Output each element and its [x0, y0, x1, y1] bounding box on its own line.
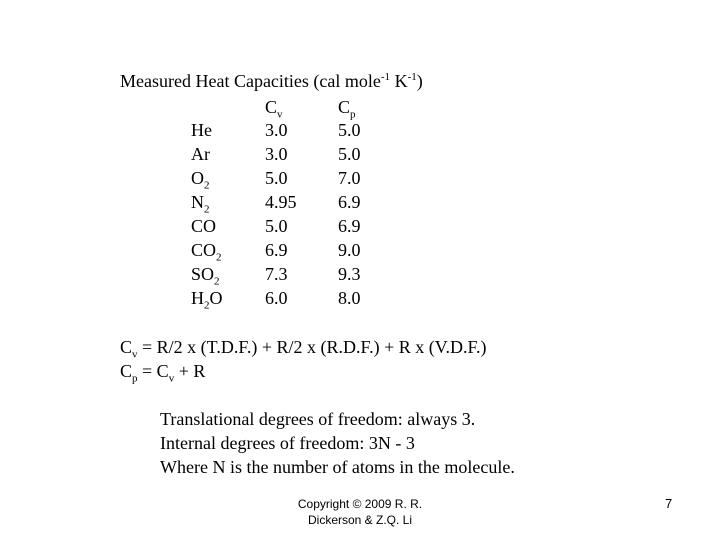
cp-value: 5.0: [338, 120, 361, 140]
note-atoms: Where N is the number of atoms in the molecule.: [160, 457, 515, 477]
cv-value: 7.3: [265, 264, 288, 284]
molecule-label: Ar: [191, 144, 210, 164]
footer-line-1: Copyright © 2009 R. R.: [297, 497, 423, 511]
cv-value: 5.0: [265, 216, 288, 236]
cv-value: 6.0: [265, 288, 288, 308]
molecule-label: He: [191, 120, 212, 140]
cp-value: 9.3: [338, 264, 361, 284]
molecule-label: CO: [191, 216, 217, 236]
page-number: 7: [665, 496, 673, 511]
note-internal: Internal degrees of freedom: 3N - 3: [160, 433, 415, 453]
cp-value: 8.0: [338, 288, 361, 308]
cv-value: 3.0: [265, 120, 288, 140]
copyright-footer: [255, 496, 465, 528]
footer-line-2: Dickerson & Z.Q. Li: [307, 513, 413, 527]
cp-value: 6.9: [338, 216, 361, 236]
cp-value: 9.0: [338, 240, 361, 260]
note-translational: Translational degrees of freedom: always 3.: [160, 409, 476, 429]
cv-value: 3.0: [265, 144, 288, 164]
molecule-label: $CO_2$: [191, 240, 222, 264]
cp-equation: $C_p = C_v + R$: [120, 361, 206, 385]
cp-value: 7.0: [338, 168, 361, 188]
molecule-label: $H_2O$: [191, 288, 223, 312]
cv-value: 5.0: [265, 168, 288, 188]
cp-value: 5.0: [338, 144, 361, 164]
column-header-cp: $C_p$: [338, 97, 356, 121]
page-title: Measured Heat Capacities (cal mole$^{-1}$ $K^{-1}$): [120, 71, 423, 91]
molecule-label: $N_2$: [191, 192, 210, 216]
molecule-label: $SO_2$: [191, 264, 220, 288]
cv-equation: $C_v = R/2$ x (T.D.F.) + R/2 x (R.D.F.) + R x (V.D.F.): [120, 337, 487, 361]
cv-value: 4.95: [265, 192, 297, 212]
molecule-label: $O_2$: [191, 168, 210, 192]
cp-value: 6.9: [338, 192, 361, 212]
column-header-cv: $C_v$: [265, 97, 283, 121]
cv-value: 6.9: [265, 240, 288, 260]
